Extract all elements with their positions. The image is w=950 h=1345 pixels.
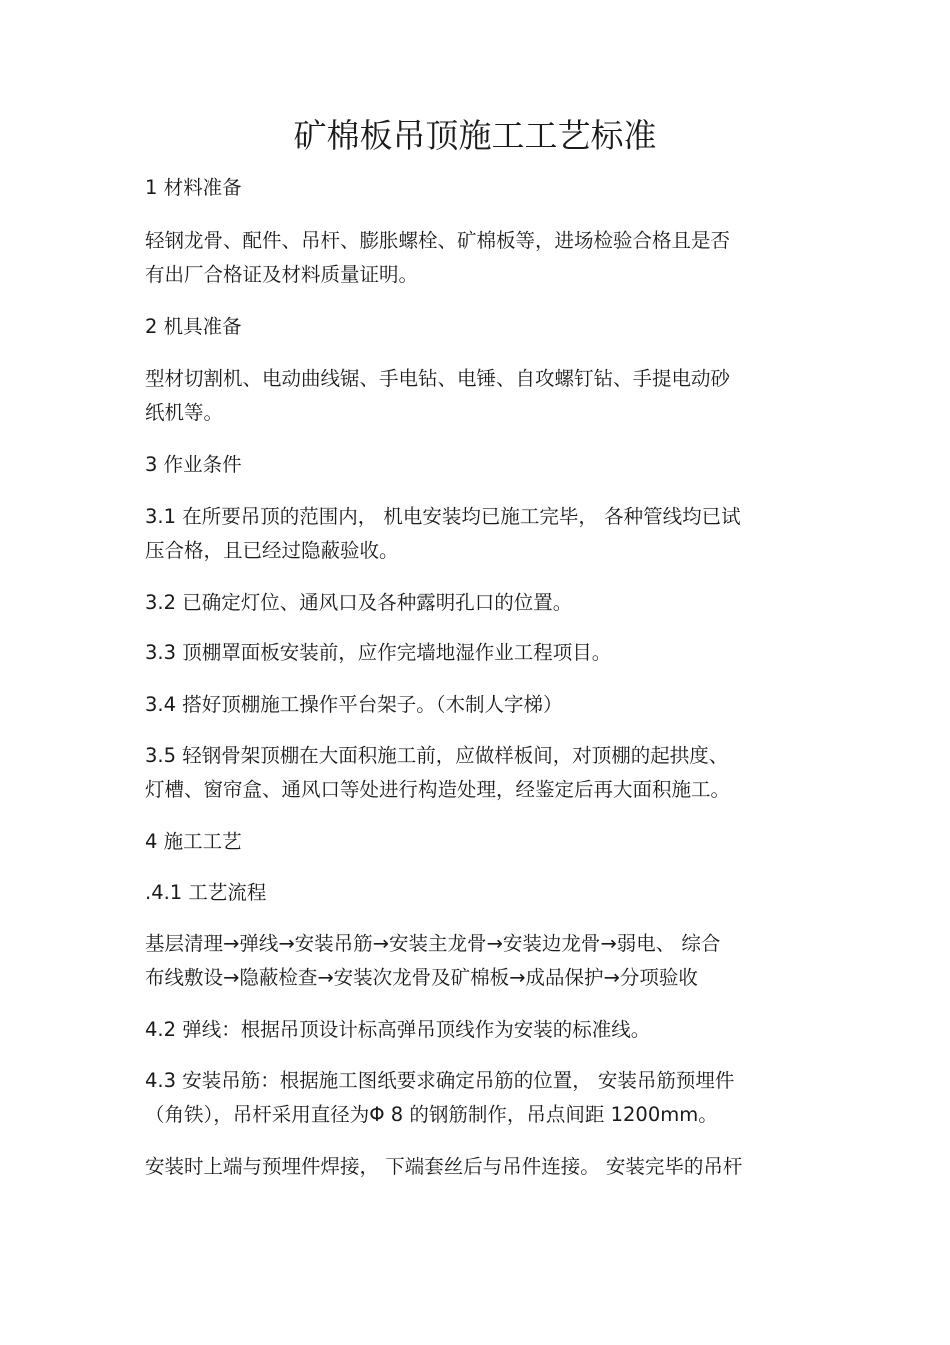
paragraph-line: （角铁），吊杆采用直径为Φ 8 的钢筋制作，吊点间距 1200mm。 bbox=[145, 1103, 718, 1126]
paragraph-line: 3.1 在所要吊顶的范围内， 机电安装均已施工完毕， 各种管线均已试 bbox=[145, 505, 741, 528]
paragraph-line: 安装时上端与预埋件焊接， 下端套丝后与吊件连接。 安装完毕的吊杆 bbox=[145, 1155, 743, 1178]
heading-conditions: 3 作业条件 bbox=[145, 453, 242, 476]
paragraph-line: 有出厂合格证及材料质量证明。 bbox=[145, 263, 419, 286]
paragraph-line: 型材切割机、电动曲线锯、手电钻、电锤、自攻螺钉钻、手提电动砂 bbox=[145, 367, 731, 390]
paragraph-line: 布线敷设→隐蔽检查→安装次龙骨及矿棉板→成品保护→分项验收 bbox=[145, 966, 698, 989]
paragraph-line: 3.4 搭好顶棚施工操作平台架子。（木制人字梯） bbox=[145, 693, 563, 716]
paragraph-line: 基层清理→弹线→安装吊筋→安装主龙骨→安装边龙骨→弱电、 综合 bbox=[145, 932, 721, 955]
paragraph-line: 3.2 已确定灯位、通风口及各种露明孔口的位置。 bbox=[145, 591, 573, 614]
paragraph-line: 纸机等。 bbox=[145, 401, 224, 424]
paragraph-line: 灯槽、窗帘盒、通风口等处进行构造处理，经鉴定后再大面积施工。 bbox=[145, 778, 731, 801]
paragraph-line: 轻钢龙骨、配件、吊杆、膨胀螺栓、矿棉板等，进场检验合格且是否 bbox=[145, 229, 731, 252]
heading-tools: 2 机具准备 bbox=[145, 315, 242, 338]
paragraph-line: 4.2 弹线：根据吊顶设计标高弹吊顶线作为安装的标准线。 bbox=[145, 1018, 651, 1041]
paragraph-line: 3.5 轻钢骨架顶棚在大面积施工前，应做样板间，对顶棚的起拱度、 bbox=[145, 744, 729, 767]
paragraph-line: 压合格，且已经过隐蔽验收。 bbox=[145, 539, 399, 562]
paragraph-line: 3.3 顶棚罩面板安装前，应作完墙地湿作业工程项目。 bbox=[145, 641, 612, 664]
heading-process: 4 施工工艺 bbox=[145, 830, 242, 853]
paragraph-line: 4.3 安装吊筋：根据施工图纸要求确定吊筋的位置， 安装吊筋预埋件 bbox=[145, 1069, 735, 1092]
document-title: 矿棉板吊顶施工工艺标准 bbox=[293, 116, 657, 155]
heading-materials: 1 材料准备 bbox=[145, 176, 242, 199]
subheading-flow: .4.1 工艺流程 bbox=[145, 881, 267, 904]
